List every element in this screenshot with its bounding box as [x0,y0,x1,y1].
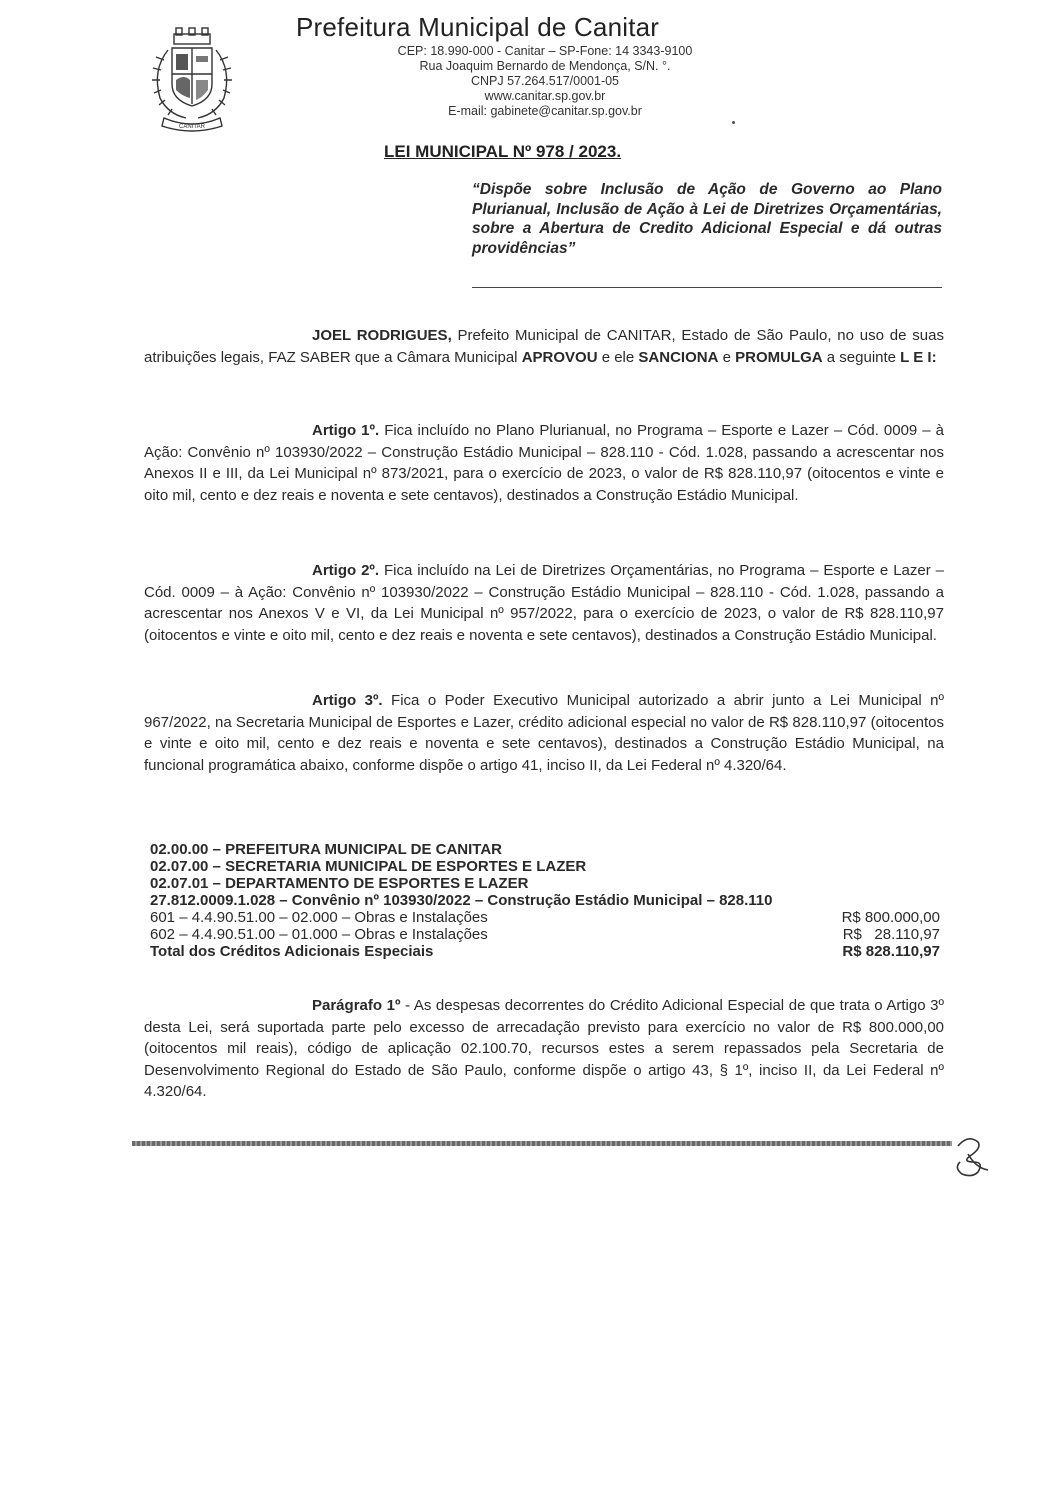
budget-item-601-amount: R$ 800.000,00 [841,909,940,926]
budget-allocation-block [150,841,940,960]
article-3-label: Artigo 3º. [312,692,383,709]
intro-text-2: e ele [597,348,639,366]
intro-paragraph [144,325,944,368]
footer-divider [132,1141,952,1146]
budget-line-departamento [150,875,940,892]
initials-signature [948,1132,992,1180]
budget-total [150,943,940,960]
paragraph-1 [144,995,944,1103]
intro-text-1: Prefeito Municipal de CANITAR, Estado de São Paulo, no uso de suas atribuições legais, FAZ SABER que a Câmara Municipal [144,327,944,366]
article-2-text: Fica incluído na Lei de Diretrizes Orçamentárias, no Programa – Esporte e Lazer – Cód. 0009 – à Ação: Convênio nº 103930/2022 – Construção Estádio Municipal – 828.110 - Cód. 1.028, passando a acrescentar nos Anexos V e VI, da Lei Municipal nº 957/2022, para o exercício de 2023, o valor de R$ 828.110,97 (oitocentos e vinte e oito mil, cento e dez reais e noventa e sete centavos), destinados a Construção Estádio Municipal. [144,562,944,644]
budget-item-602 [150,926,940,943]
budget-line-funcional-text: 27.812.0009.1.028 – Convênio nº 103930/2022 – Construção Estádio Municipal – 828.110 [150,892,773,909]
article-1-text: Fica incluído no Plano Plurianual, no Programa – Esporte e Lazer – Cód. 0009 – à Ação: Convênio nº 103930/2022 – Construção Estádio Municipal – 828.110 - Cód. 1.028, passando a acrescentar nos Anexos II e III, da Lei Municipal nº 873/2021, para o exercício de 2023, o valor de R$ 828.110,97 (oitocentos e vinte e oito mil, cento e dez reais e noventa e sete centavos), destinados a Construção Estádio Municipal. [144,422,944,504]
paragraph-1-text: - As despesas decorrentes do Crédito Adicional Especial de que trata o Artigo 3º desta Lei, será suportada parte pelo excesso de arrecadação previsto para exercício no valor de R$ 800.000,00 (oitocentos mil reais), código de aplicação 02.100.70, recursos estes a serem repassados pela Secretaria de Desenvolvimento Regional do Estado de São Paulo, conforme dispõe o artigo 43, § 1º, inciso II, da Lei Federal nº 4.320/64. [144,997,945,1100]
intro-text-4: a seguinte [822,348,901,366]
budget-line-secretaria-text: 02.07.00 – SECRETARIA MUNICIPAL DE ESPORTES E LAZER [150,858,587,875]
header-contact-block [340,44,750,119]
ementa-underline [472,287,942,288]
header-line-email: E-mail: gabinete@canitar.sp.gov.br [448,104,642,118]
article-1-label: Artigo 1º. [312,422,380,439]
header-line-website: www.canitar.sp.gov.br [484,89,606,103]
budget-total-amount: R$ 828.110,97 [842,943,940,960]
intro-promulga: PROMULGA [735,348,823,366]
article-3 [144,690,944,776]
budget-item-602-desc: 602 – 4.4.90.51.00 – 01.000 – Obras e Instalações [150,926,488,943]
intro-sanciona: SANCIONA [638,348,719,366]
intro-text-3: e [718,348,736,366]
budget-line-departamento-text: 02.07.01 – DEPARTAMENTO DE ESPORTES E LAZER [150,875,529,892]
paragraph-1-label: Parágrafo 1º [312,997,401,1014]
header-line-address-phone: CEP: 18.990-000 - Canitar – SP-Fone: 14 3343-9100 [397,44,693,58]
ementa-summary: “Dispõe sobre Inclusão de Ação de Governo ao Plano Plurianual, Inclusão de Ação à Lei de Diretrizes Orçamentárias, sobre a Abertura de Credito Adicional Especial e dá outras providências” [472,181,942,257]
budget-item-601-desc: 601 – 4.4.90.51.00 – 02.000 – Obras e Instalações [150,909,488,926]
article-2 [144,560,944,646]
article-1 [144,420,944,506]
budget-line-prefeitura-text: 02.00.00 – PREFEITURA MUNICIPAL DE CANITAR [150,841,503,858]
municipal-crest-logo [146,26,238,134]
intro-lei: L E I: [900,348,937,366]
org-name: Prefeitura Municipal de Canitar [296,12,660,42]
article-3-text: Fica o Poder Executivo Municipal autorizado a abrir junto a Lei Municipal nº 967/2022, na Secretaria Municipal de Esportes e Lazer, crédito adicional especial no valor de R$ 828.110,97 (oitocentos e vinte e oito mil, cento e dez reais e noventa e sete centavos), destinados a Construção Estádio Municipal, na funcional programática abaixo, conforme dispõe o artigo 41, inciso II, da Lei Federal nº 4.320/64. [144,692,944,774]
scan-speck [732,121,735,124]
law-title: LEI MUNICIPAL Nº 978 / 2023. [384,142,622,161]
budget-item-602-amount: R$ 28.110,97 [842,926,940,943]
article-2-label: Artigo 2º. [312,562,380,579]
budget-line-secretaria [150,858,940,875]
header-line-street: Rua Joaquim Bernardo de Mendonça, S/N. °. [419,59,671,73]
mayor-name: JOEL RODRIGUES, [312,327,452,344]
crest-ribbon-text: CANITAR [179,124,205,130]
budget-line-funcional [150,892,940,909]
budget-total-label: Total dos Créditos Adicionais Especiais [150,943,434,960]
budget-line-prefeitura [150,841,940,858]
intro-approved: APROVOU [521,348,598,366]
budget-item-601 [150,909,940,926]
header-line-cnpj: CNPJ 57.264.517/0001-05 [470,74,620,88]
